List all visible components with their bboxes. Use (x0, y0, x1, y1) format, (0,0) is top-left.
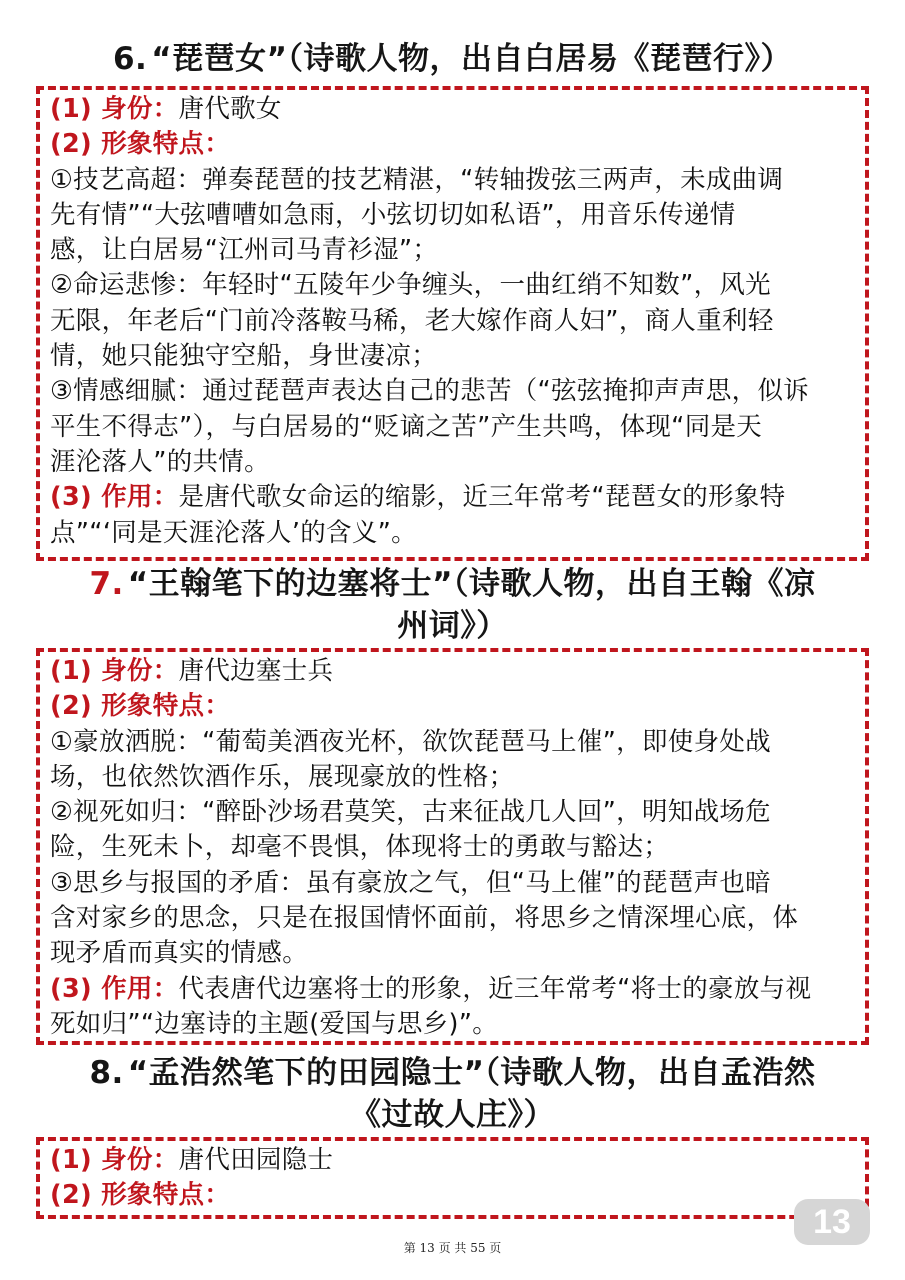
identity-label: (1) 身份： (50, 94, 179, 124)
section-7-title-text: “王翰笔下的边塞将士”（诗歌人物，出自王翰《凉 (127, 566, 816, 602)
section-7-title-text-2: 州词》） (397, 608, 508, 644)
traits-label: (2) 形象特点： (50, 129, 231, 160)
role-label: (3) 作用： (50, 973, 179, 1004)
traits-label: (2) 形象特点： (50, 1180, 231, 1211)
identity-value: 唐代歌女 (178, 94, 282, 124)
section-6-title (40, 38, 865, 80)
trait-line: ①技艺高超：弹奏琵琶的技艺精湛，“转轴拨弦三两声，未成曲调 (50, 164, 784, 195)
trait-line: 险，生死未卜，却毫不畏惧，体现将士的勇敢与豁达； (50, 832, 670, 863)
trait-line: 无限，年老后“门前冷落鞍马稀，老大嫁作商人妇”，商人重利轻 (50, 305, 774, 336)
role-label: (3) 作用： (50, 482, 179, 513)
trait-line: ②命运悲惨：年轻时“五陵年少争缠头，一曲红绡不知数”，风光 (50, 270, 771, 301)
traits-line (50, 689, 855, 724)
trait-line: 情，她只能独守空船，身世凄凉； (50, 341, 438, 372)
traits-line (50, 1178, 855, 1213)
identity-line (50, 654, 855, 689)
role-text: 代表唐代边塞将士的形象，近三年常考“将士的豪放与视 (178, 973, 812, 1004)
section-8-box (36, 1137, 869, 1219)
identity-label: (1) 身份： (50, 1145, 179, 1175)
identity-line (50, 1143, 855, 1178)
role-line (50, 972, 855, 1007)
trait-line: 平生不得志”），与白居易的“贬谪之苦”产生共鸣，体现“同是天 (50, 411, 763, 442)
traits-label: (2) 形象特点： (50, 691, 231, 722)
role-line (50, 480, 855, 515)
role-text: 是唐代歌女命运的缩影，近三年常考“琵琶女的形象特 (178, 482, 786, 513)
identity-value: 唐代边塞士兵 (178, 656, 334, 686)
section-8-title-text-2: 《过故人庄》） (350, 1097, 555, 1133)
trait-line: ②视死如归：“醉卧沙场君莫笑，古来征战几人回”，明知战场危 (50, 797, 771, 828)
traits-line (50, 127, 855, 162)
trait-line: 现矛盾而真实的情感。 (50, 938, 309, 969)
role-line-2: 点”“‘同是天涯沦落人’的含义”。 (50, 517, 417, 548)
identity-label: (1) 身份： (50, 656, 179, 686)
trait-line: ③思乡与报国的矛盾：虽有豪放之气，但“马上催”的琵琶声也暗 (50, 867, 771, 898)
section-7-box (36, 648, 869, 1045)
section-7-number: 7. (89, 566, 124, 602)
identity-value: 唐代田园隐士 (178, 1145, 334, 1175)
page-number-badge: 13 (794, 1199, 870, 1245)
role-line-2: 死如归”“边塞诗的主题(爱国与思乡)”。 (50, 1008, 499, 1039)
identity-line (50, 92, 855, 127)
trait-line: 先有情”“大弦嘈嘈如急雨，小弦切切如私语”，用音乐传递情 (50, 199, 736, 230)
section-8-title-text: “孟浩然笔下的田园隐士”（诗歌人物，出自孟浩然 (127, 1055, 816, 1091)
page-footer: 第 13 页 共 55 页 (403, 1241, 502, 1255)
trait-line: 涯沦落人”的共情。 (50, 446, 270, 477)
section-8-title (40, 1052, 865, 1136)
trait-line: ③情感细腻：通过琵琶声表达自己的悲苦（“弦弦掩抑声声思，似诉 (50, 376, 810, 407)
trait-line: 场，也依然饮酒作乐，展现豪放的性格； (50, 761, 515, 792)
section-6-box (36, 86, 869, 561)
section-6-number: 6. (112, 41, 148, 77)
section-7-title (40, 563, 865, 647)
section-8-number: 8. (89, 1055, 124, 1091)
trait-line: 含对家乡的思念，只是在报国情怀面前，将思乡之情深埋心底，体 (50, 903, 799, 934)
section-6-title-text: “琵琶女”（诗歌人物，出自白居易《琵琶行》） (151, 41, 793, 77)
trait-line: 感，让白居易“江州司马青衫湿”； (50, 235, 439, 266)
trait-line: ①豪放洒脱：“葡萄美酒夜光杯，欲饮琵琶马上催”，即使身处战 (50, 726, 771, 757)
